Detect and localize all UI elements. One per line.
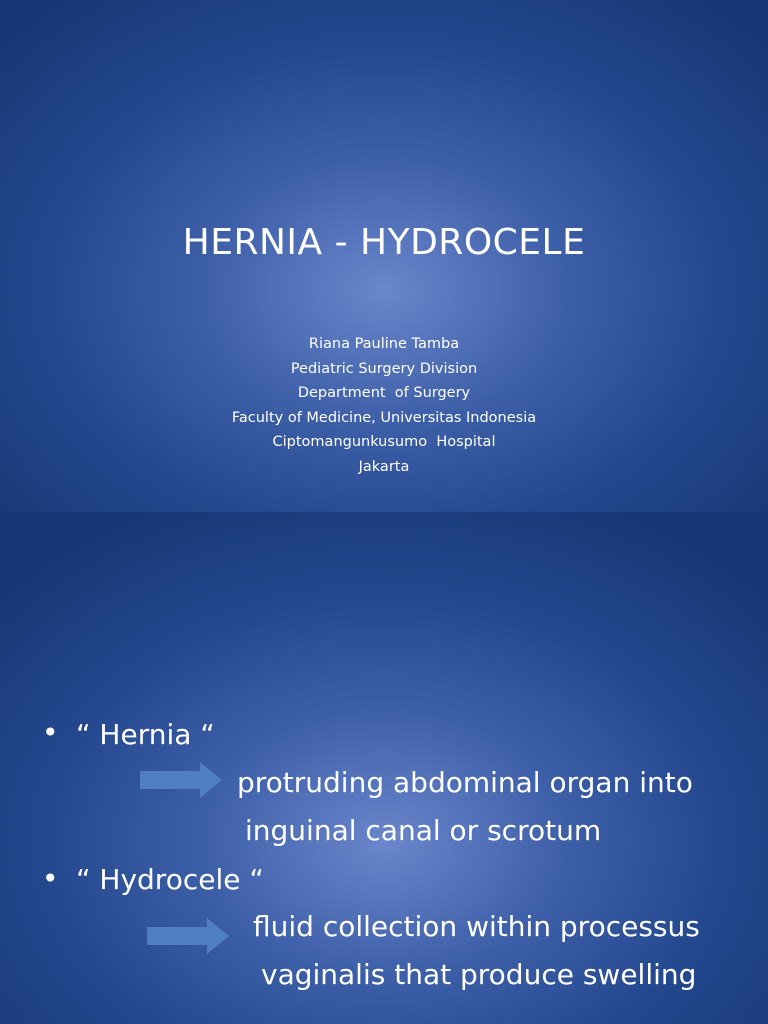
slide-subtitle — [0, 332, 768, 480]
division-line: Pediatric Surgery Division — [290, 360, 478, 377]
right-arrow-icon — [147, 918, 229, 954]
bullet-dot-hydrocele: • — [42, 862, 59, 895]
city-line: Jakarta — [358, 458, 410, 475]
hernia-desc-line1: protruding abdominal organ into — [237, 766, 693, 799]
hydrocele-desc-line2: vaginalis that produce swelling — [261, 958, 697, 991]
faculty-line: Faculty of Medicine, Universitas Indonesia — [231, 409, 537, 426]
hydrocele-desc-line1: fluid collection within processus — [253, 910, 700, 943]
bullet-term-hydrocele: “ Hydrocele “ — [76, 863, 264, 896]
department-line: Department of Surgery — [297, 385, 471, 402]
author-name: Riana Pauline Tamba — [308, 336, 460, 352]
slide-title: HERNIA - HYDROCELE — [182, 222, 586, 263]
bullet-term-hernia: “ Hernia “ — [76, 718, 215, 751]
hospital-line: Ciptomangunkusumo Hospital — [272, 434, 496, 451]
right-arrow-icon — [140, 762, 222, 798]
hernia-desc-line2: inguinal canal or scrotum — [245, 814, 602, 847]
definition-slide — [0, 512, 768, 1024]
bullet-dot-hernia: • — [42, 716, 59, 749]
